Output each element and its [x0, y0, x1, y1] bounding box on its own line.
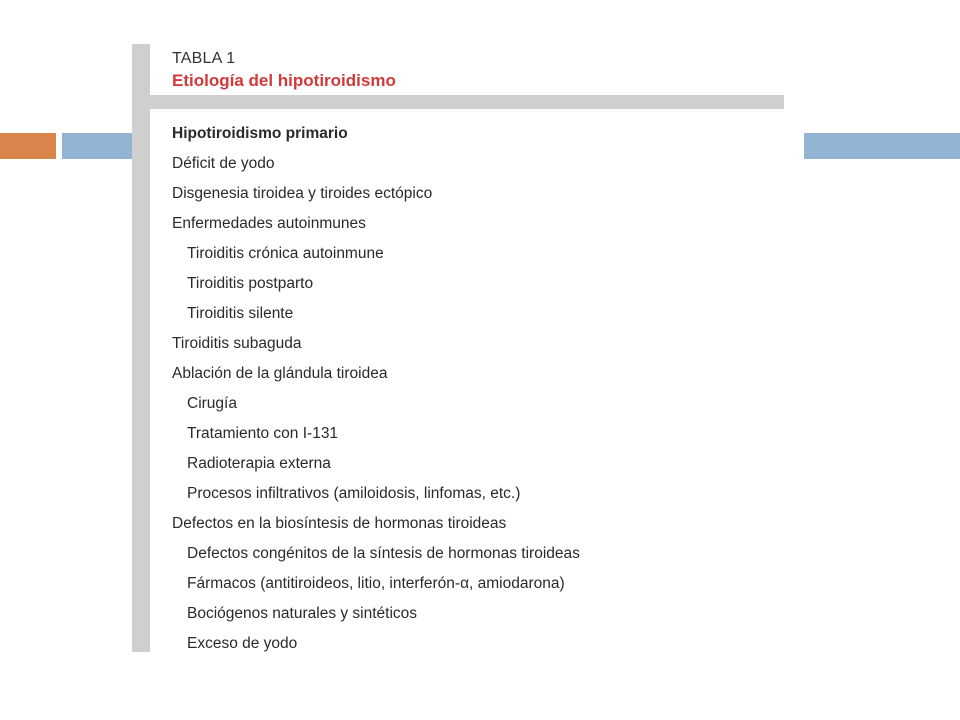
list-item: Déficit de yodo	[172, 155, 275, 172]
slide-accent-bar-blue-left	[62, 133, 132, 159]
list-item: Ablación de la glándula tiroidea	[172, 365, 388, 382]
list-item: Tratamiento con I-131	[187, 425, 339, 442]
table-left-rule	[132, 44, 150, 652]
list-item: Defectos congénitos de la síntesis de hormonas tiroideas	[187, 545, 580, 562]
list-item: Tiroiditis subaguda	[172, 335, 302, 352]
table-figure	[132, 44, 784, 652]
list-item: Tiroiditis crónica autoinmune	[187, 245, 384, 262]
list-item: Defectos en la biosíntesis de hormonas tiroideas	[172, 515, 507, 532]
list-item: Hipotiroidismo primario	[172, 125, 348, 142]
table-label: TABLA 1	[172, 50, 236, 67]
table-title: Etiología del hipotiroidismo	[172, 71, 396, 90]
table-header-rule	[150, 95, 784, 109]
slide-accent-bar-blue-right	[804, 133, 960, 159]
list-item: Tiroiditis silente	[187, 305, 294, 322]
list-item: Bociógenos naturales y sintéticos	[187, 605, 418, 622]
list-item: Exceso de yodo	[187, 635, 298, 652]
list-item: Fármacos (antitiroideos, litio, interferón-α, amiodarona)	[187, 575, 565, 592]
list-item: Procesos infiltrativos (amiloidosis, linfomas, etc.)	[187, 485, 521, 502]
slide-accent-bar-orange	[0, 133, 56, 159]
etiology-list	[172, 119, 580, 659]
list-item: Tiroiditis postparto	[187, 275, 314, 292]
list-item: Radioterapia externa	[187, 455, 331, 472]
list-item: Cirugía	[187, 395, 237, 412]
list-item: Enfermedades autoinmunes	[172, 215, 366, 232]
list-item: Disgenesia tiroidea y tiroides ectópico	[172, 185, 433, 202]
